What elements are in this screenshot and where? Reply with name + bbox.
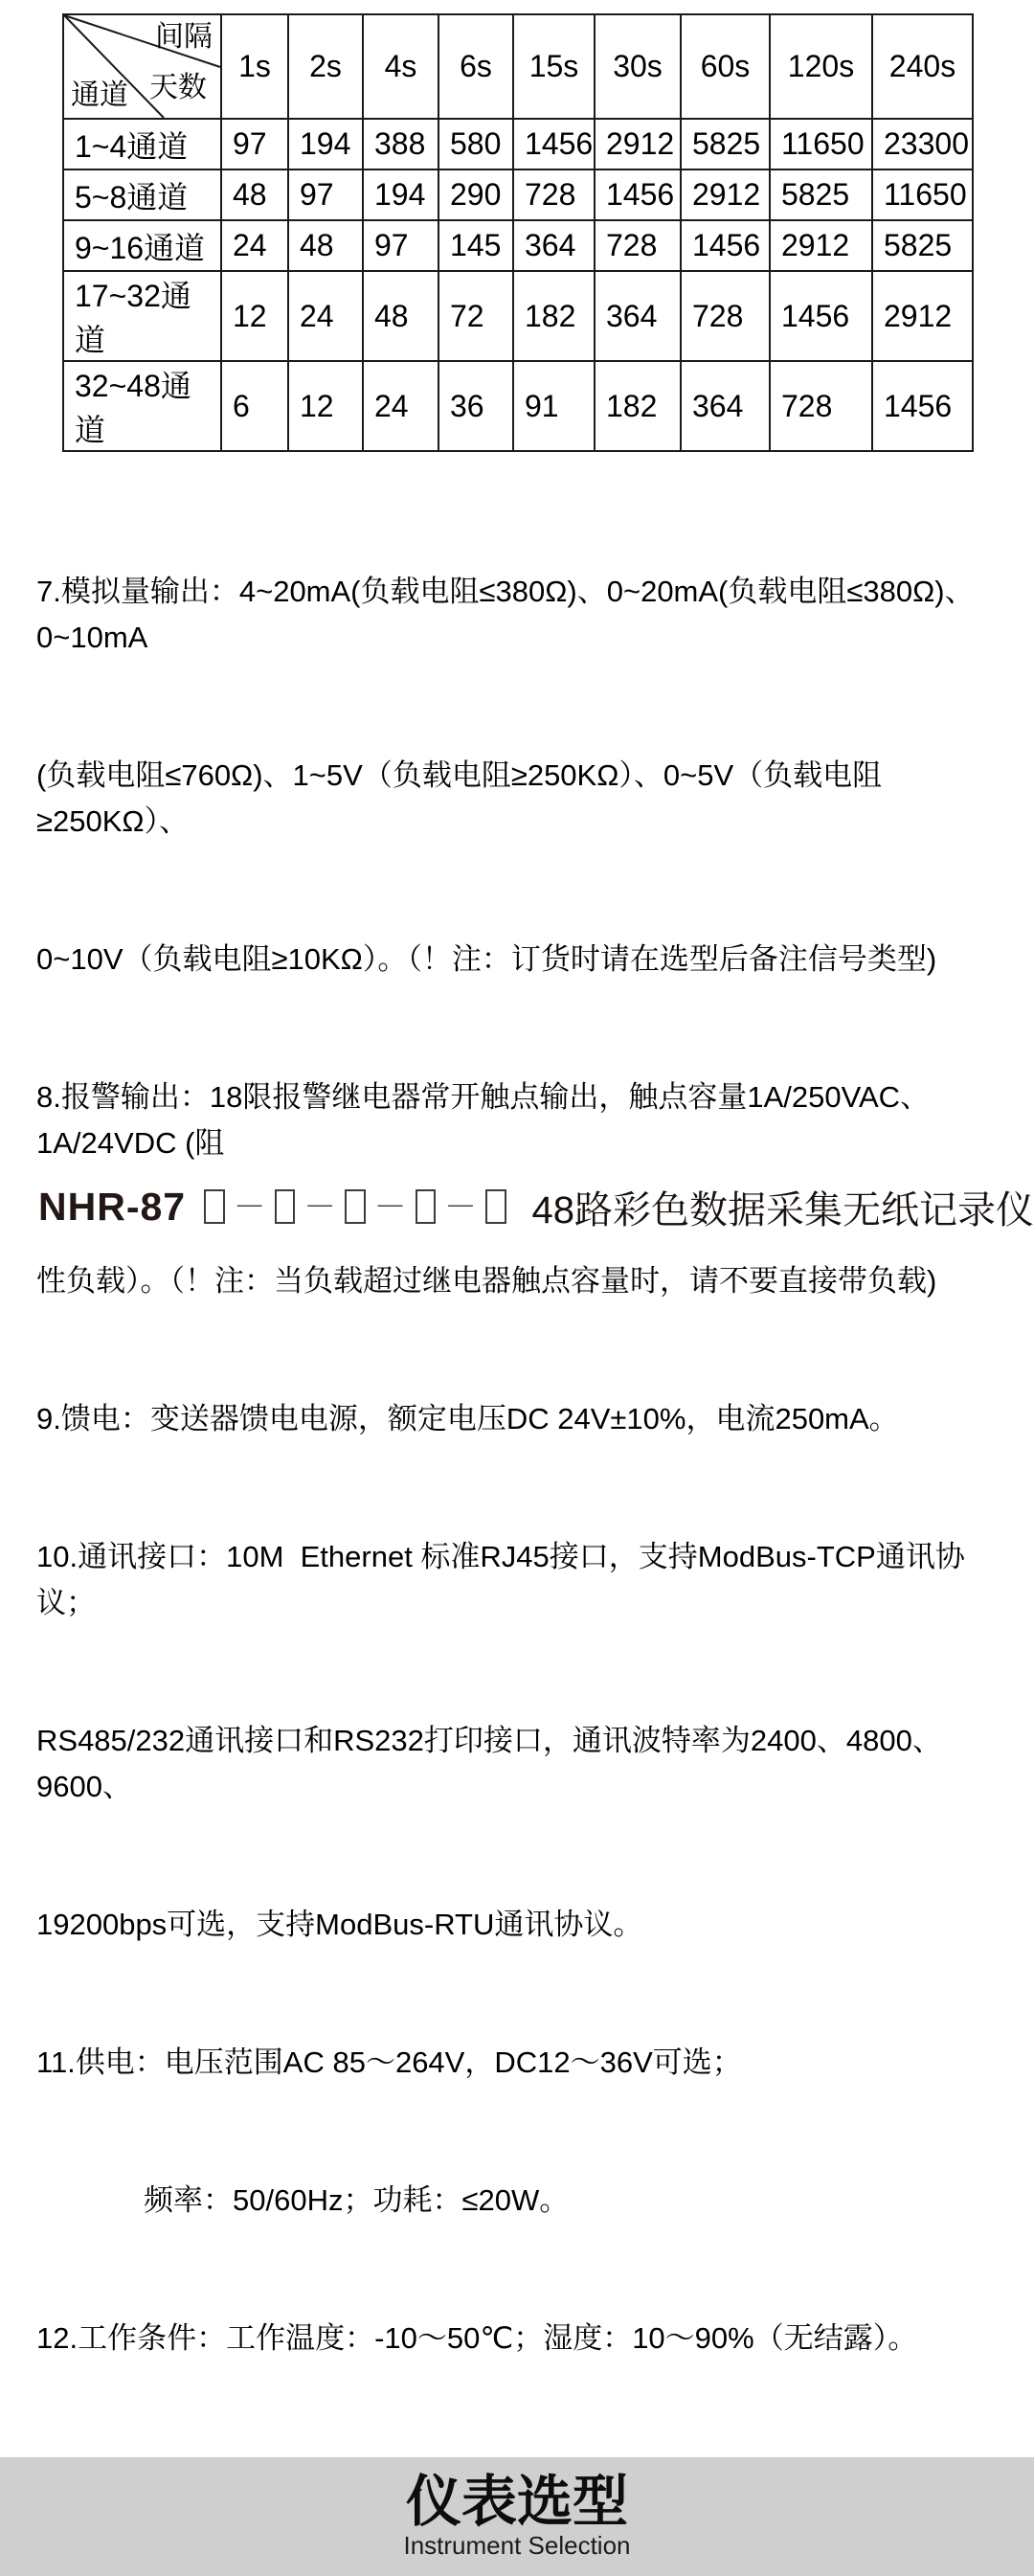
dash-separator: － [233, 1188, 266, 1226]
spec-line-frequency: 频率：50/60Hz；功耗：≤20W。 [144, 2183, 570, 2217]
table-cell: 11650 [872, 169, 973, 220]
table-cell: 1456 [872, 361, 973, 451]
spec-line-work-conditions: 12.工作条件：工作温度：-10～50℃；湿度：10～90%（无结露）。 [36, 2321, 918, 2355]
table-cell: 728 [513, 169, 595, 220]
table-cell: 5825 [770, 169, 872, 220]
table-cell: 728 [681, 271, 770, 361]
corner-channel-label: 通道 [71, 79, 128, 111]
row-label: 17~32通道 [63, 271, 221, 361]
table-cell: 5825 [681, 119, 770, 169]
table-cell: 728 [595, 220, 681, 271]
table-cell: 182 [513, 271, 595, 361]
table-cell: 2912 [595, 119, 681, 169]
table-cell: 12 [288, 361, 363, 451]
column-header: 4s [363, 14, 438, 119]
spec-line-comm-interface: 10.通讯接口：10M Ethernet 标准RJ45接口，支持ModBus-TCP通讯协议； [36, 1540, 965, 1619]
table-row [63, 169, 973, 220]
corner-interval-label: 间隔 [155, 21, 213, 53]
column-header: 1s [221, 14, 288, 119]
table-row [63, 220, 973, 271]
table-cell: 97 [363, 220, 438, 271]
table-cell: 12 [221, 271, 288, 361]
datasheet-page [0, 13, 1034, 2560]
table-cell: 580 [438, 119, 513, 169]
table-cell: 364 [513, 220, 595, 271]
table-cell: 1456 [595, 169, 681, 220]
row-label: 5~8通道 [63, 169, 221, 220]
banner-title: 仪表选型 [405, 2471, 628, 2533]
table-cell: 48 [363, 271, 438, 361]
spec-line-comm-interface-2: RS485/232通讯接口和RS232打印接口，通讯波特率为2400、4800、9600、 [36, 1724, 942, 1803]
dash-separator: － [303, 1188, 337, 1226]
option-box-1 [204, 1189, 224, 1224]
section-banner [0, 2457, 1034, 2576]
table-cell: 364 [595, 271, 681, 361]
option-box-5 [485, 1189, 506, 1224]
record-capacity-table [62, 13, 974, 452]
table-row [63, 361, 973, 451]
option-box-4 [416, 1189, 436, 1224]
table-cell: 24 [221, 220, 288, 271]
table-cell: 97 [288, 169, 363, 220]
table-cell: 24 [288, 271, 363, 361]
row-label: 32~48通道 [63, 361, 221, 451]
table-cell: 97 [221, 119, 288, 169]
table-cell: 11650 [770, 119, 872, 169]
table-cell: 1456 [681, 220, 770, 271]
table-cell: 194 [363, 169, 438, 220]
column-header: 60s [681, 14, 770, 119]
table-cell: 2912 [770, 220, 872, 271]
spec-line-power-supply: 11.供电：电压范围AC 85～264V，DC12～36V可选； [36, 2045, 742, 2079]
spec-line-analog-output: 7.模拟量输出：4~20mA(负载电阻≤380Ω)、0~20mA(负载电阻≤380Ω)、0~10mA [36, 575, 975, 654]
table-row [63, 119, 973, 169]
table-cell: 72 [438, 271, 513, 361]
table-cell: 388 [363, 119, 438, 169]
table-cell: 1456 [770, 271, 872, 361]
spec-line-alarm-output: 8.报警输出：18限报警继电器常开触点输出，触点容量1A/250VAC、1A/24VDC (阻 [36, 1080, 931, 1160]
table-cell: 48 [221, 169, 288, 220]
table-cell: 2912 [872, 271, 973, 361]
table-cell: 23300 [872, 119, 973, 169]
table-corner-cell [63, 14, 221, 119]
column-header: 30s [595, 14, 681, 119]
column-header: 120s [770, 14, 872, 119]
column-header: 240s [872, 14, 973, 119]
banner-subtitle: Instrument Selection [403, 2531, 631, 2560]
table-cell: 145 [438, 220, 513, 271]
option-box-3 [345, 1189, 365, 1224]
table-cell: 364 [681, 361, 770, 451]
table-cell: 36 [438, 361, 513, 451]
column-header: 6s [438, 14, 513, 119]
table-cell: 91 [513, 361, 595, 451]
column-header: 2s [288, 14, 363, 119]
spec-line-comm-interface-3: 19200bps可选，支持ModBus-RTU通讯协议。 [36, 1908, 643, 1941]
table-row [63, 271, 973, 361]
table-cell: 2912 [681, 169, 770, 220]
model-prefix: NHR-87 [38, 1184, 187, 1229]
table-cell: 5825 [872, 220, 973, 271]
spec-line-analog-output-2: (负载电阻≤760Ω)、1~5V（负载电阻≥250KΩ）、0~5V（负载电阻≥250KΩ）、 [36, 758, 883, 838]
table-cell: 728 [770, 361, 872, 451]
model-selection-line [38, 1184, 1034, 1232]
spec-line-alarm-output-2: 性负载）。（！注：当负载超过继电器触点容量时，请不要直接带负载) [36, 1264, 937, 1298]
table-cell: 48 [288, 220, 363, 271]
dash-separator: － [444, 1188, 478, 1226]
spec-line-analog-output-3: 0~10V（负载电阻≥10KΩ）。（！注：订货时请在选型后备注信号类型) [36, 942, 937, 976]
spec-line-feed-power: 9.馈电：变送器馈电电源，额定电压DC 24V±10%，电流250mA。 [36, 1402, 899, 1435]
model-description: 48路彩色数据采集无纸记录仪 [531, 1188, 1034, 1232]
row-label: 1~4通道 [63, 119, 221, 169]
dash-separator: － [373, 1188, 407, 1226]
option-box-2 [275, 1189, 295, 1224]
column-header: 15s [513, 14, 595, 119]
row-label: 9~16通道 [63, 220, 221, 271]
table-header-row [63, 14, 973, 119]
table-cell: 1456 [513, 119, 595, 169]
corner-days-label: 天数 [149, 72, 207, 103]
table-cell: 24 [363, 361, 438, 451]
spec-text-block [36, 477, 1001, 2453]
table-cell: 290 [438, 169, 513, 220]
table-cell: 182 [595, 361, 681, 451]
table-cell: 194 [288, 119, 363, 169]
table-cell: 6 [221, 361, 288, 451]
